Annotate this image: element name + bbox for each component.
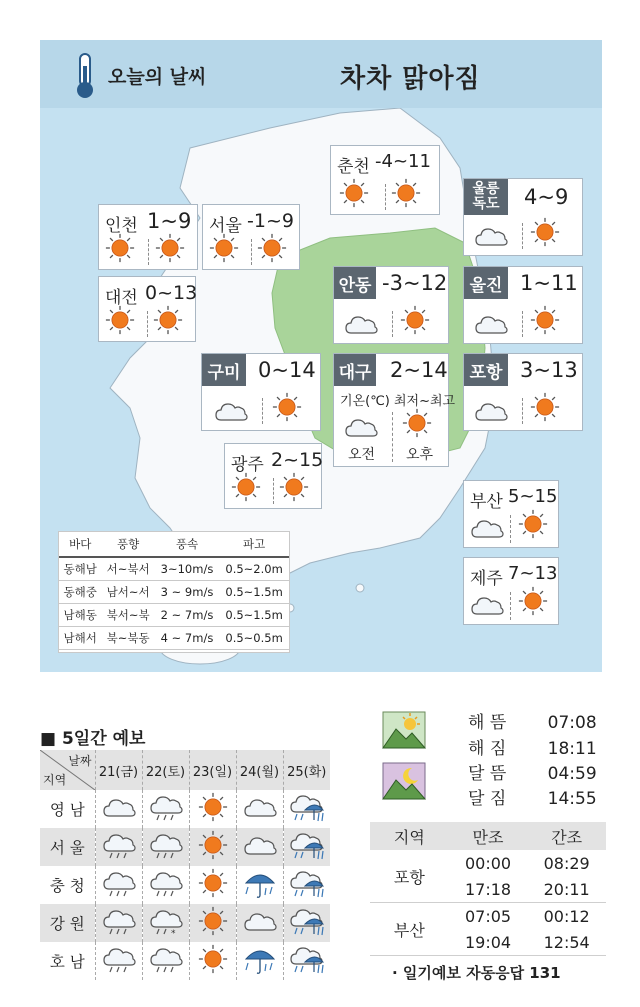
legend-label: 기온(℃) 최저~최고 — [340, 394, 456, 409]
cloud-icon — [470, 592, 504, 618]
page-title: 오늘의 날씨 — [108, 66, 207, 88]
forecast-cell — [142, 904, 189, 942]
forecast-cell — [142, 942, 189, 980]
forecast-region: 충 청 — [49, 877, 85, 895]
city-card-andong — [333, 266, 449, 344]
sun-icon — [231, 472, 261, 502]
pm-weather — [257, 233, 287, 267]
cloud-icon — [474, 398, 508, 424]
city-card-daejeon — [98, 276, 196, 342]
forecast-day: 25(화) — [283, 750, 330, 790]
city-name: 제주 — [470, 569, 503, 589]
astro-time: 18:11 — [547, 739, 597, 759]
am-weather — [474, 223, 508, 253]
cloud-heavy-rain-icon — [289, 904, 325, 938]
city-name-tag: 대구 — [334, 354, 376, 386]
tide-row — [370, 903, 606, 956]
sun-icon — [198, 944, 228, 974]
sea-cell: 북~북동 — [101, 627, 154, 650]
sun-icon — [198, 830, 228, 860]
cloud-rain-icon — [102, 867, 136, 899]
sea-header: 바다 — [59, 532, 101, 557]
astro-label: 해 짐 — [468, 739, 507, 759]
tide-high: 17:18 — [464, 879, 512, 899]
pm-weather — [400, 305, 430, 339]
sea-cell: 서~북서 — [101, 557, 154, 581]
cloud-rain-icon — [149, 867, 183, 899]
sun-icon — [198, 906, 228, 936]
sea-cell: 4 ~ 7m/s — [155, 627, 219, 650]
pm-weather — [272, 392, 302, 426]
sea-header: 파고 — [219, 532, 289, 557]
sun-icon — [339, 178, 369, 208]
sun-mountain-icon — [382, 711, 426, 749]
moonrise-row — [468, 759, 597, 784]
sea-cell: 동해중 — [59, 581, 101, 604]
tide-place: 포항 — [393, 867, 425, 887]
city-card-busan — [463, 480, 559, 548]
pm-weather — [518, 509, 548, 543]
am-weather — [474, 398, 508, 428]
tide-header — [370, 822, 606, 850]
cloud-rain-icon — [149, 791, 183, 823]
tide-row — [370, 850, 606, 903]
cloud-rain-icon — [149, 829, 183, 861]
cloud-rain-icon — [102, 829, 136, 861]
astro-time: 04:59 — [547, 764, 597, 784]
city-temp-range: -4~11 — [375, 151, 431, 172]
footer-note: · 일기예보 자동응답 131 — [392, 964, 561, 982]
cloud-icon — [474, 223, 508, 249]
tide-low: 12:54 — [543, 932, 590, 952]
sunrise-row — [468, 708, 597, 733]
city-name-tag: 안동 — [334, 267, 376, 299]
cloud-icon — [243, 908, 277, 934]
city-name-tag: 울진 — [464, 267, 508, 299]
sea-cell: 3 ~ 9m/s — [155, 581, 219, 604]
am-weather — [470, 515, 504, 545]
weather-headline: 차차 맑아짐 — [340, 64, 481, 94]
tide-place: 부산 — [393, 920, 425, 940]
sun-icon — [105, 305, 135, 335]
pm-weather — [518, 586, 548, 620]
forecast-cell — [236, 790, 283, 828]
sun-icon — [530, 392, 560, 422]
pm-weather — [391, 178, 421, 212]
city-name: 부산 — [470, 492, 503, 512]
sun-icon — [153, 305, 183, 335]
sea-cell: 0.5~2.0m — [219, 557, 289, 581]
cloud-heavy-rain-icon — [289, 790, 325, 824]
forecast-cell — [236, 828, 283, 866]
city-temp-range: 3~13 — [520, 358, 578, 382]
tide-header-cell: 만조 — [472, 827, 504, 847]
forecast-title: ■ 5일간 예보 — [40, 729, 146, 749]
forecast-cell — [95, 942, 142, 980]
pm-weather — [153, 305, 183, 339]
cloud-rain-icon — [149, 943, 183, 975]
am-weather — [470, 592, 504, 622]
sea-header: 풍속 — [155, 532, 219, 557]
city-card-seoul — [202, 204, 300, 270]
sun-icon — [105, 233, 135, 263]
city-name: 인천 — [105, 216, 138, 236]
table-row — [59, 604, 289, 627]
city-name-line2: 독도 — [472, 196, 500, 212]
sun-icon — [257, 233, 287, 263]
pm-weather — [530, 305, 560, 339]
forecast-cell — [142, 866, 189, 904]
sun-icon — [209, 233, 239, 263]
cloud-rain-icon — [102, 943, 136, 975]
forecast-cell — [189, 790, 236, 828]
city-temp-range: 0~13 — [145, 282, 198, 304]
forecast-region: 영 남 — [49, 801, 85, 819]
forecast-region: 호 남 — [49, 953, 85, 971]
city-temp-range: -1~9 — [247, 210, 294, 232]
cloud-icon — [344, 414, 378, 440]
city-card-ulleung — [463, 178, 583, 256]
city-card-uljin — [463, 266, 583, 344]
city-temp-range: 2~15 — [271, 449, 324, 471]
sea-cell: 남해서 — [59, 627, 101, 650]
moonset-row — [468, 784, 597, 809]
sun-icon — [155, 233, 185, 263]
city-card-jeju — [463, 557, 559, 625]
forecast-cell — [283, 942, 330, 980]
table-row — [59, 557, 289, 581]
forecast-cell — [283, 828, 330, 866]
thermometer-icon — [70, 52, 100, 100]
sun-icon — [272, 392, 302, 422]
five-day-forecast-table — [40, 750, 330, 980]
sun-icon — [279, 472, 309, 502]
cloud-icon — [470, 515, 504, 541]
tide-high: 07:05 — [464, 906, 512, 926]
forecast-corner — [40, 750, 95, 790]
city-name-tag: 포항 — [464, 354, 508, 386]
forecast-cell — [283, 904, 330, 942]
city-temp-range: 0~14 — [258, 358, 316, 382]
astro-label: 해 뜸 — [468, 713, 507, 733]
forecast-cell — [95, 828, 142, 866]
forecast-cell — [283, 866, 330, 904]
forecast-cell — [142, 790, 189, 828]
forecast-cell — [236, 866, 283, 904]
city-name: 서울 — [209, 216, 242, 236]
am-label: 오전 — [348, 447, 376, 463]
svg-text:*: * — [170, 929, 175, 937]
sun-icon — [198, 868, 228, 898]
sea-cell: 북서~북 — [101, 604, 154, 627]
pm-weather — [279, 472, 309, 506]
pm-weather — [530, 392, 560, 426]
forecast-row — [40, 866, 330, 904]
corner-date-label: 날짜 — [68, 754, 92, 768]
forecast-cell — [189, 904, 236, 942]
city-temp-range: 5~15 — [508, 486, 558, 507]
cloud-icon — [344, 311, 378, 337]
cloud-icon — [474, 311, 508, 337]
forecast-day: 24(월) — [236, 750, 283, 790]
forecast-row — [40, 828, 330, 866]
forecast-row — [40, 942, 330, 980]
cloud-rain-icon — [102, 905, 136, 937]
sea-cell: 0.5~1.5m — [219, 604, 289, 627]
forecast-day: 23(일) — [189, 750, 236, 790]
cloud-heavy-rain-icon — [289, 828, 325, 862]
sun-icon — [198, 792, 228, 822]
city-card-chuncheon — [330, 145, 440, 215]
forecast-day: 21(금) — [95, 750, 142, 790]
sunset-row — [468, 734, 597, 759]
forecast-cell — [95, 904, 142, 942]
astro-label: 달 짐 — [468, 789, 507, 809]
sea-cell: 동해남 — [59, 557, 101, 581]
cloud-icon — [243, 832, 277, 858]
pm-weather — [155, 233, 185, 267]
tide-header-cell: 간조 — [551, 827, 583, 847]
cloud-icon — [214, 398, 248, 424]
corner-region-label: 지역 — [43, 773, 67, 787]
city-temp-range: 1~9 — [147, 209, 192, 233]
city-temp-range: 7~13 — [508, 563, 558, 584]
city-card-daegu — [333, 353, 456, 467]
forecast-row — [40, 904, 330, 942]
am-weather — [339, 178, 369, 212]
astro-time: 14:55 — [547, 789, 597, 809]
sun-icon — [391, 178, 421, 208]
city-temp-range: 2~14 — [390, 358, 448, 382]
cloud-icon — [102, 794, 136, 820]
sun-icon — [400, 305, 430, 335]
sea-cell: 남해동 — [59, 604, 101, 627]
city-card-pohang — [463, 353, 583, 431]
city-name-tag — [464, 179, 508, 215]
city-card-gumi — [201, 353, 321, 431]
city-name-line1: 울릉 — [472, 181, 500, 197]
city-temp-range: -3~12 — [382, 271, 448, 295]
table-row — [59, 627, 289, 650]
city-temp-range: 4~9 — [524, 185, 569, 209]
cloud-icon — [243, 794, 277, 820]
umbrella-icon — [242, 943, 278, 975]
sun-icon — [518, 509, 548, 539]
am-weather — [344, 414, 378, 444]
sea-cell: 남서~서 — [101, 581, 154, 604]
cloud-heavy-rain-icon — [289, 942, 325, 976]
tide-high: 00:00 — [464, 853, 512, 873]
forecast-cell — [189, 866, 236, 904]
am-weather — [231, 472, 261, 506]
astro-time: 07:08 — [547, 713, 597, 733]
moon-mountain-icon — [382, 762, 426, 800]
sun-icon — [402, 408, 432, 438]
forecast-cell — [189, 828, 236, 866]
am-weather — [474, 311, 508, 341]
city-name: 춘천 — [337, 157, 370, 177]
tide-high: 19:04 — [464, 932, 512, 952]
pm-weather — [530, 217, 560, 251]
am-weather — [214, 398, 248, 428]
sea-cell: 0.5~1.5m — [219, 581, 289, 604]
am-weather — [209, 233, 239, 267]
cloud-heavy-rain-icon — [289, 866, 325, 900]
city-temp-range: 1~11 — [520, 271, 578, 295]
city-card-gwangju — [224, 443, 322, 509]
city-name: 대전 — [105, 288, 138, 308]
pm-label: 오후 — [406, 447, 434, 463]
sea-cell: 3~10m/s — [155, 557, 219, 581]
tide-table — [370, 822, 606, 956]
umbrella-icon — [242, 867, 278, 899]
sun-icon — [530, 305, 560, 335]
sea-cell: 2 ~ 7m/s — [155, 604, 219, 627]
tide-low: 08:29 — [543, 853, 590, 873]
sea-conditions-table — [58, 531, 290, 653]
pm-weather — [402, 408, 432, 442]
table-row — [59, 581, 289, 604]
am-weather — [105, 233, 135, 267]
forecast-day: 22(토) — [142, 750, 189, 790]
forecast-cell — [189, 942, 236, 980]
am-weather — [344, 311, 378, 341]
city-name: 광주 — [231, 455, 264, 475]
sea-cell: 0.5~0.5m — [219, 627, 289, 650]
forecast-region: 서 울 — [40, 828, 95, 866]
sea-header: 풍향 — [101, 532, 154, 557]
forecast-cell — [236, 942, 283, 980]
tide-low: 00:12 — [543, 906, 590, 926]
forecast-row — [40, 790, 330, 828]
forecast-cell — [142, 828, 189, 866]
forecast-cell — [283, 790, 330, 828]
forecast-cell — [95, 866, 142, 904]
astro-label: 달 뜸 — [468, 764, 507, 784]
forecast-region: 강 원 — [40, 904, 95, 942]
forecast-cell — [236, 904, 283, 942]
forecast-cell — [95, 790, 142, 828]
city-card-incheon — [98, 204, 198, 270]
sun-icon — [530, 217, 560, 247]
city-name-tag: 구미 — [202, 354, 246, 386]
cloud-snow-icon — [149, 905, 183, 937]
sun-icon — [518, 586, 548, 616]
forecast-header-row — [40, 750, 330, 790]
am-weather — [105, 305, 135, 339]
tide-header-cell: 지역 — [393, 827, 425, 847]
tide-low: 20:11 — [543, 879, 590, 899]
